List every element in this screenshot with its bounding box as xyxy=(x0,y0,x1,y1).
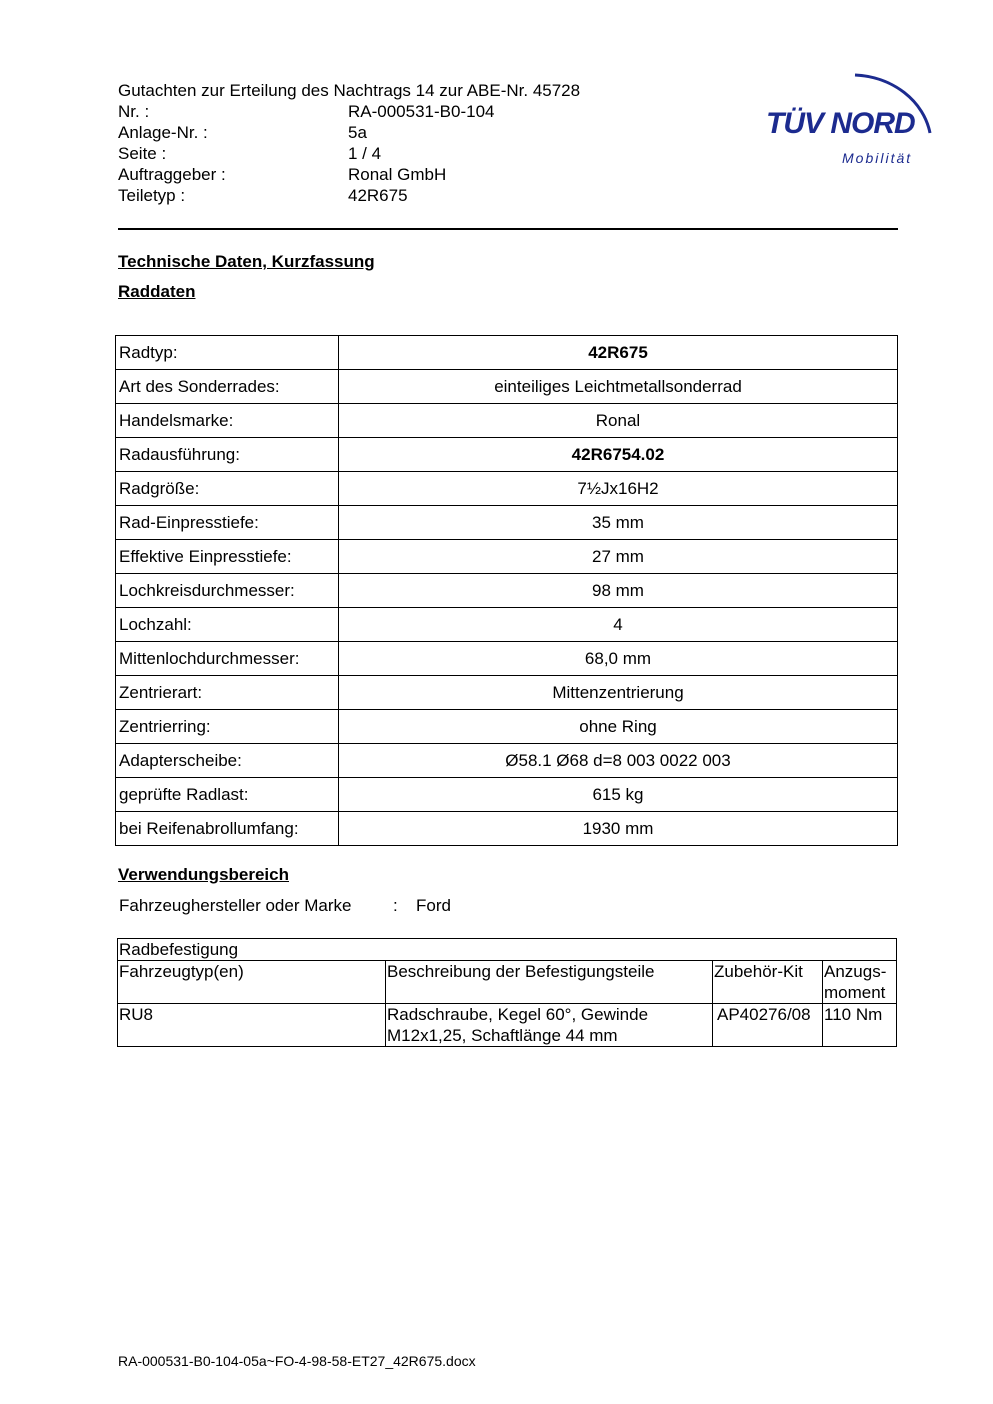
row-label: Radtyp: xyxy=(116,336,339,370)
table-row xyxy=(116,472,898,506)
row-value: Ronal xyxy=(339,404,898,438)
row-value: 7½Jx16H2 xyxy=(339,472,898,506)
table-row xyxy=(116,336,898,370)
table-cell: AP40276/08 xyxy=(713,1004,823,1047)
section-title-tech: Technische Daten, Kurzfassung xyxy=(118,252,375,271)
row-label: Rad-Einpresstiefe: xyxy=(116,506,339,540)
table-row xyxy=(118,1004,897,1047)
row-label: Zentrierring: xyxy=(116,710,339,744)
column-header: Anzugs-moment xyxy=(823,961,897,1004)
header-row-seite xyxy=(118,143,658,164)
footer-filename: RA-000531-B0-104-05a~FO-4-98-58-ET27_42R675.docx xyxy=(118,1353,476,1369)
table-row xyxy=(116,744,898,778)
row-value: 42R675 xyxy=(339,336,898,370)
row-label: Mittenlochdurchmesser: xyxy=(116,642,339,676)
row-label: Effektive Einpresstiefe: xyxy=(116,540,339,574)
row-value: Mittenzentrierung xyxy=(339,676,898,710)
section-title-raddaten: Raddaten xyxy=(118,282,196,301)
header-value: 42R675 xyxy=(348,186,408,205)
header-label: Teiletyp : xyxy=(118,186,186,205)
section-title-verwendung: Verwendungsbereich xyxy=(118,865,289,884)
header-row-anlage xyxy=(118,122,658,143)
table-row xyxy=(116,676,898,710)
table-row xyxy=(116,710,898,744)
table-row xyxy=(116,506,898,540)
table-row xyxy=(116,778,898,812)
row-value: einteiliges Leichtmetallsonderrad xyxy=(339,370,898,404)
header-label: Anlage-Nr. : xyxy=(118,123,208,142)
vehicle-maker-line xyxy=(119,896,451,916)
maker-separator: : xyxy=(393,896,398,915)
row-label: geprüfte Radlast: xyxy=(116,778,339,812)
table-title: Radbefestigung xyxy=(118,939,897,961)
table-row xyxy=(116,540,898,574)
header-row-auftraggeber xyxy=(118,164,658,185)
wheel-fixing-table xyxy=(117,938,897,1047)
row-value: 4 xyxy=(339,608,898,642)
row-value: 42R6754.02 xyxy=(339,438,898,472)
column-header: Beschreibung der Befestigungsteile xyxy=(386,961,713,1004)
tuev-nord-logo xyxy=(760,55,945,175)
row-value: ohne Ring xyxy=(339,710,898,744)
header-label: Nr. : xyxy=(118,102,150,121)
header-label: Auftraggeber : xyxy=(118,165,226,184)
table-row xyxy=(116,438,898,472)
document-title: Gutachten zur Erteilung des Nachtrags 14 zur ABE-Nr. 45728 xyxy=(118,81,581,100)
header-label: Seite : xyxy=(118,144,167,163)
column-header: Fahrzeugtyp(en) xyxy=(118,961,386,1004)
header-row-teiletyp xyxy=(118,185,658,206)
header-value: 5a xyxy=(348,123,367,142)
row-label: Radgröße: xyxy=(116,472,339,506)
row-value: Ø58.1 Ø68 d=8 003 0022 003 xyxy=(339,744,898,778)
row-value: 35 mm xyxy=(339,506,898,540)
row-value: 1930 mm xyxy=(339,812,898,846)
row-label: Radausführung: xyxy=(116,438,339,472)
row-value: 68,0 mm xyxy=(339,642,898,676)
header-value: 1 / 4 xyxy=(348,144,382,163)
maker-label: Fahrzeughersteller oder Marke xyxy=(119,896,352,915)
table-row xyxy=(116,404,898,438)
row-label: bei Reifenabrollumfang: xyxy=(116,812,339,846)
table-row xyxy=(116,370,898,404)
header-divider xyxy=(118,228,898,230)
column-header: Zubehör-Kit xyxy=(713,961,823,1004)
row-label: Adapterscheibe: xyxy=(116,744,339,778)
header-value: Ronal GmbH xyxy=(348,165,447,184)
table-cell: RU8 xyxy=(118,1004,386,1047)
header-row-nr xyxy=(118,101,658,122)
logo-subtitle: Mobilität xyxy=(842,150,913,166)
header-value: RA-000531-B0-104 xyxy=(348,102,495,121)
table-row xyxy=(116,574,898,608)
row-label: Zentrierart: xyxy=(116,676,339,710)
wheel-data-table xyxy=(115,335,898,846)
logo-wordmark: TÜV NORD xyxy=(766,107,915,140)
row-label: Lochzahl: xyxy=(116,608,339,642)
table-title-row xyxy=(118,939,897,961)
table-row xyxy=(116,642,898,676)
table-cell: 110 Nm xyxy=(823,1004,897,1047)
table-header-row xyxy=(118,961,897,1004)
table-cell: Radschraube, Kegel 60°, Gewinde M12x1,25, Schaftlänge 44 mm xyxy=(386,1004,713,1047)
table-row xyxy=(116,608,898,642)
row-label: Art des Sonderrades: xyxy=(116,370,339,404)
maker-value: Ford xyxy=(416,896,451,915)
document-header xyxy=(118,80,658,206)
row-label: Handelsmarke: xyxy=(116,404,339,438)
table-row xyxy=(116,812,898,846)
row-value: 27 mm xyxy=(339,540,898,574)
row-label: Lochkreisdurchmesser: xyxy=(116,574,339,608)
row-value: 615 kg xyxy=(339,778,898,812)
row-value: 98 mm xyxy=(339,574,898,608)
